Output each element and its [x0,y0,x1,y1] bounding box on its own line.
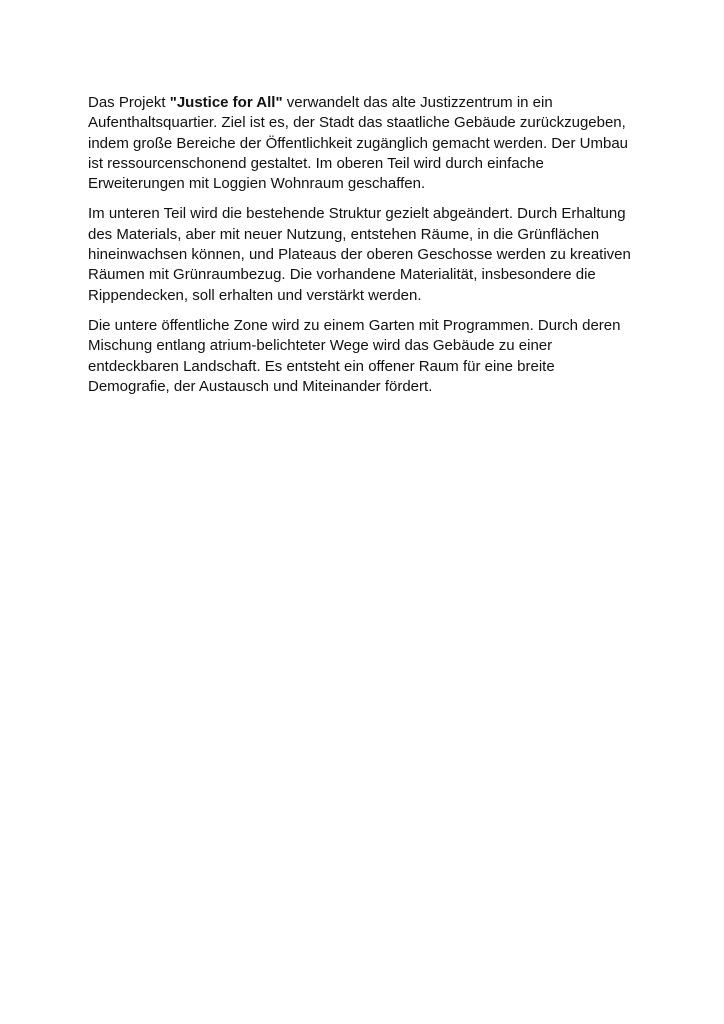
document-body [88,93,636,407]
paragraph-text: Das Projekt [88,94,170,111]
project-title-bold: "Justice for All" [169,94,283,111]
paragraph-lower-structure: Im unteren Teil wird die bestehende Struktur gezielt abgeändert. Durch Erhaltung des Materials, aber mit neuer Nutzung, entstehen Räume, in die Grünflächen hineinwachsen können, und Plateaus der oberen Geschosse werden zu kreativen Räumen mit Grünraumbezug. Die vorhandene Materialität, insbesondere die Rippendecken, soll erhalten und verstärkt werden. [88,205,631,304]
paragraph-text: verwandelt das alte Justizzentrum in ein Aufenthaltsquartier. Ziel ist es, der Stadt das staatliche Gebäude zurückzugeben, indem große Bereiche der Öffentlichkeit zugänglich gemacht werden. Der Umbau ist ressourcenschonend gestaltet. Im oberen Teil wird durch einfache Erweiterungen mit Loggien Wohnraum geschaffen. [88,94,628,193]
paragraph-project-intro [88,93,636,194]
paragraph-public-zone: Die untere öffentliche Zone wird zu einem Garten mit Programmen. Durch deren Mischung entlang atrium-belichteter Wege wird das Gebäude zu einer entdeckbaren Landschaft. Es entsteht ein offener Raum für eine breite Demografie, der Austausch und Miteinander fördert. [88,316,621,395]
